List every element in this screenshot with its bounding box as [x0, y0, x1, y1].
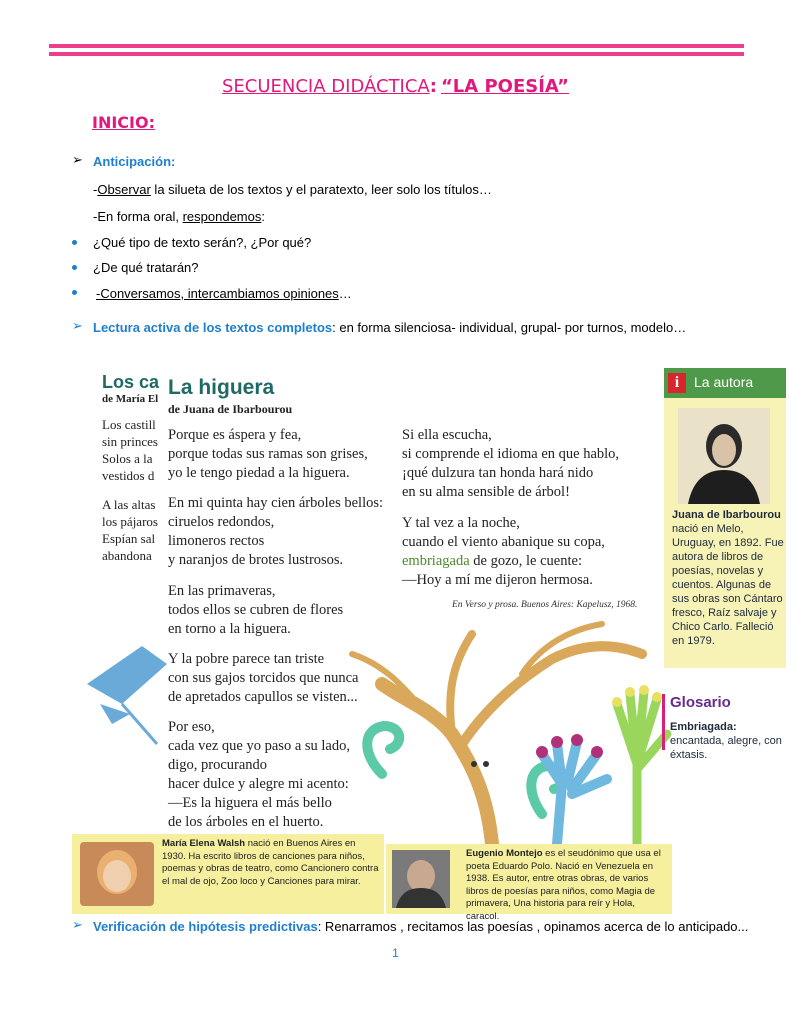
question-2: ¿De qué tratarán?: [93, 260, 199, 275]
glosario-bar: [662, 694, 665, 750]
stanza-6: Si ella escucha, si comprende el idioma en que hablo, ¡qué dulzura tan honda hará nido en su alma sensible de árbol!: [402, 427, 620, 500]
title-colon: :: [429, 76, 437, 97]
book-page-image: [72, 364, 788, 922]
poem-source: En Verso y prosa. Buenos Aires: Kapelusz, 1968.: [452, 600, 638, 610]
stanza-7: Y tal vez a la noche, cuando el viento abanique su copa, embriagada de gozo, le cuente: —Hoy a mí me dijeron hermosa.: [402, 515, 605, 588]
page-number: 1: [392, 946, 399, 960]
glosario-title: Glosario: [670, 694, 731, 711]
left-line: abandona: [102, 548, 152, 563]
section-heading-inicio: INICIO:: [92, 113, 155, 132]
left-line: Los castill: [102, 417, 156, 432]
autora-bio: Juana de Ibarbourou nació en Melo, Uruguay, en 1892. Fue autora de libros de poesías, novelas y cuentos. Algunas de sus obras son Cántaro fresco, Raíz salvaje y Chico Carlo. Falleció en 1979.: [672, 509, 784, 647]
left-column-cropped: [102, 374, 162, 584]
arrow-bullet-icon: ➢: [72, 318, 83, 333]
question-1: ¿Qué tipo de texto serán?, ¿Por qué?: [93, 235, 312, 250]
info-icon: i: [668, 373, 686, 393]
stanza-5: Por eso, cada vez que yo paso a su lado, digo, procurando hacer dulce y alegre mi acento: —Es la higuera el más bello de los árboles en el huerto.: [168, 719, 350, 830]
top-rule-1: [49, 44, 744, 48]
anticipacion-line1: -Observar la silueta de los textos y el paratexto, leer solo los títulos…: [93, 182, 492, 197]
left-poem-title: Los ca: [102, 374, 160, 392]
montejo-bio-box: [386, 844, 672, 922]
walsh-bio-box: [72, 834, 384, 914]
bullet-icon: [72, 290, 77, 295]
anticipacion-line2: -En forma oral, respondemos:: [93, 209, 265, 224]
poem-author: de Juana de Ibarbourou: [168, 402, 293, 416]
left-line: Espían sal: [102, 531, 156, 546]
anticipacion-label: Anticipación:: [93, 154, 176, 169]
autora-label: La autora: [694, 374, 754, 390]
left-line: vestidos d: [102, 468, 155, 483]
title-part1: SECUENCIA DIDÁCTICA: [221, 76, 430, 97]
walsh-photo: [80, 842, 154, 906]
left-line: los pájaros: [102, 514, 158, 529]
left-line: Solos a la: [102, 451, 153, 466]
stanza-4: Y la pobre parece tan triste con sus gajos torcidos que nunca de apretados capullos se visten...: [168, 651, 359, 705]
poem-title: La higuera: [168, 376, 275, 399]
left-line: A las altas: [102, 497, 156, 512]
verificacion-line: Verificación de hipótesis predictivas: Renarramos , recitamos las poesías , opinamos acerca de lo anticipado...: [93, 919, 749, 934]
arrow-bullet-icon: ➢: [72, 917, 83, 932]
montejo-bio-text: Eugenio Montejo es el seudónimo que usa el poeta Eduardo Polo. Nació en Venezuela en 1938. Es autor, entre otras obras, de varios libros de poesías para niños, como Magia de primavera, Una historia para reír y Hola, caracol.: [466, 848, 661, 922]
left-line: sin princes: [102, 434, 158, 449]
walsh-bio-text: María Elena Walsh nació en Buenos Aires en 1930. Ha escrito libros de canciones para niños, poemas y obras de teatro, como Cancionero contra el mal de ojo, Zoo loco y Canciones para mirar.: [162, 838, 379, 887]
title-part2: “LA POESÍA”: [440, 76, 570, 97]
bullet-icon: [72, 265, 77, 270]
stanza-3: En las primaveras, todos ellos se cubren de flores en torno a la higuera.: [168, 583, 344, 637]
bullet-icon: [72, 240, 77, 245]
stanza-1: Porque es áspera y fea, porque todas sus ramas son grises, yo le tengo piedad a la higuera.: [168, 427, 368, 481]
author-photo: [678, 408, 770, 504]
arrow-bullet-icon: ➢: [72, 152, 83, 167]
lectura-line: Lectura activa de los textos completos: en forma silenciosa- individual, grupal- por turnos, modelo…: [93, 320, 687, 335]
left-poem-author: de María El: [102, 393, 159, 405]
question-3: -Conversamos, intercambiamos opiniones…: [96, 286, 352, 301]
stanza-2: En mi quinta hay cien árboles bellos: ciruelos redondos, limoneros rectos y naranjos de brotes lustrosos.: [168, 495, 384, 568]
top-rule-2: [49, 52, 744, 56]
autora-header: [664, 368, 786, 398]
montejo-photo: [392, 850, 450, 908]
kite-illustration: [82, 644, 172, 754]
autora-box: [664, 368, 786, 668]
glosario-text: Embriagada: encantada, alegre, con éxtasis.: [670, 721, 782, 761]
page-title: [0, 76, 791, 97]
